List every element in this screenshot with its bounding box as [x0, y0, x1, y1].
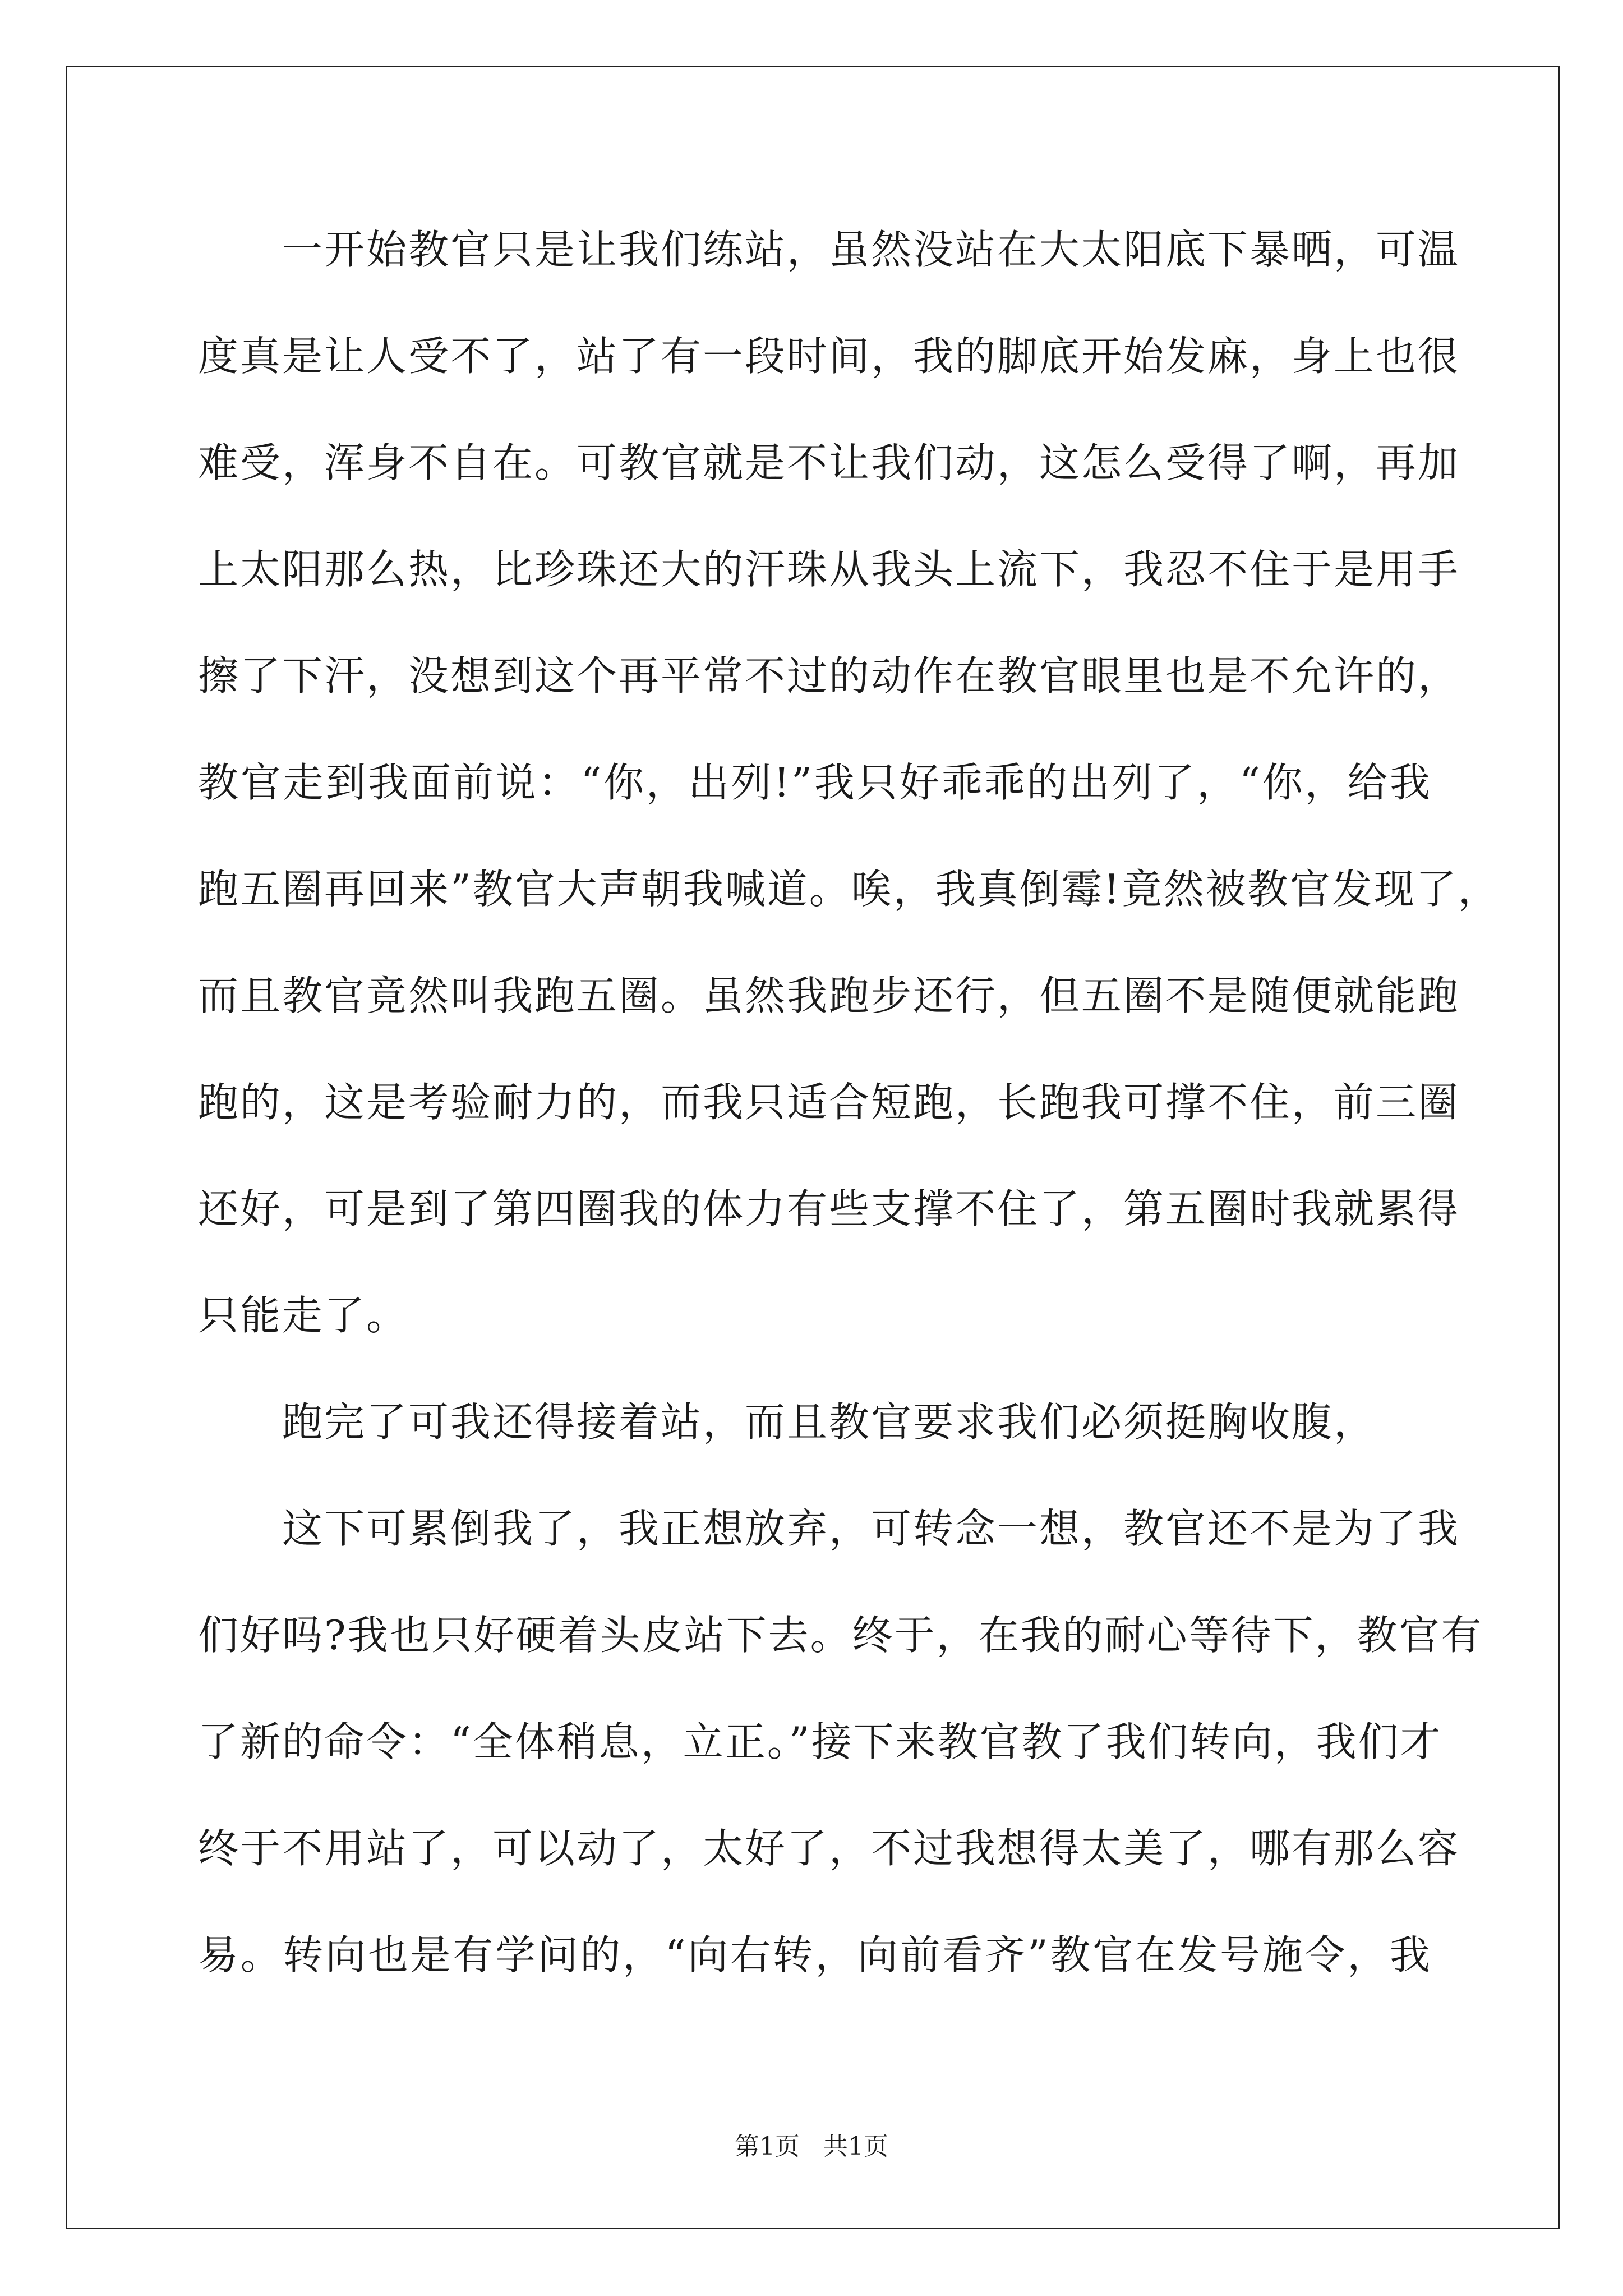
- text-line: 还好，可是到了第四圈我的体力有些支撑不住了，第五圈时我就累得: [198, 1185, 1460, 1232]
- text-line: 度真是让人受不了，站了有一段时间，我的脚底开始发麻，身上也很: [198, 333, 1460, 380]
- text-line: 教官走到我面前说：“你，出列!”我只好乖乖的出列了，“你，给我: [198, 759, 1432, 806]
- text-line: 上太阳那么热，比珍珠还大的汗珠从我头上流下，我忍不住于是用手: [198, 546, 1460, 593]
- text-line: 终于不用站了，可以动了，太好了，不过我想得太美了，哪有那么容: [198, 1825, 1460, 1872]
- text-line: 易。转向也是有学问的，“向右转，向前看齐”教官在发号施令，我: [198, 1931, 1432, 1978]
- text-line: 只能走了。: [198, 1292, 409, 1339]
- text-line: 难受，浑身不自在。可教官就是不让我们动，这怎么受得了啊，再加: [198, 439, 1460, 486]
- text-line: 们好吗?我也只好硬着头皮站下去。终于，在我的耐心等待下，教官有: [198, 1612, 1483, 1659]
- text-line: 了新的命令：“全体稍息，立正。”接下来教官教了我们转向，我们才: [198, 1718, 1442, 1765]
- text-line: 跑完了可我还得接着站，而且教官要求我们必须挺胸收腹，: [282, 1398, 1376, 1446]
- text-line: 一开始教官只是让我们练站，虽然没站在大太阳底下暴晒，可温: [282, 226, 1460, 273]
- text-line: 跑五圈再回来”教官大声朝我喊道。唉，我真倒霉!竟然被教官发现了，: [198, 866, 1500, 913]
- page-footer: [0, 2126, 1623, 2162]
- document-body: [198, 196, 1500, 2008]
- text-line: 这下可累倒我了，我正想放弃，可转念一想，教官还不是为了我: [282, 1505, 1460, 1552]
- page-number: 第1页: [735, 2132, 800, 2161]
- page-total: 共1页: [823, 2132, 888, 2161]
- text-line: 跑的，这是考验耐力的，而我只适合短跑，长跑我可撑不住，前三圈: [198, 1079, 1460, 1126]
- text-line: 擦了下汗，没想到这个再平常不过的动作在教官眼里也是不允许的，: [198, 652, 1460, 700]
- text-line: 而且教官竟然叫我跑五圈。虽然我跑步还行，但五圈不是随便就能跑: [198, 972, 1460, 1019]
